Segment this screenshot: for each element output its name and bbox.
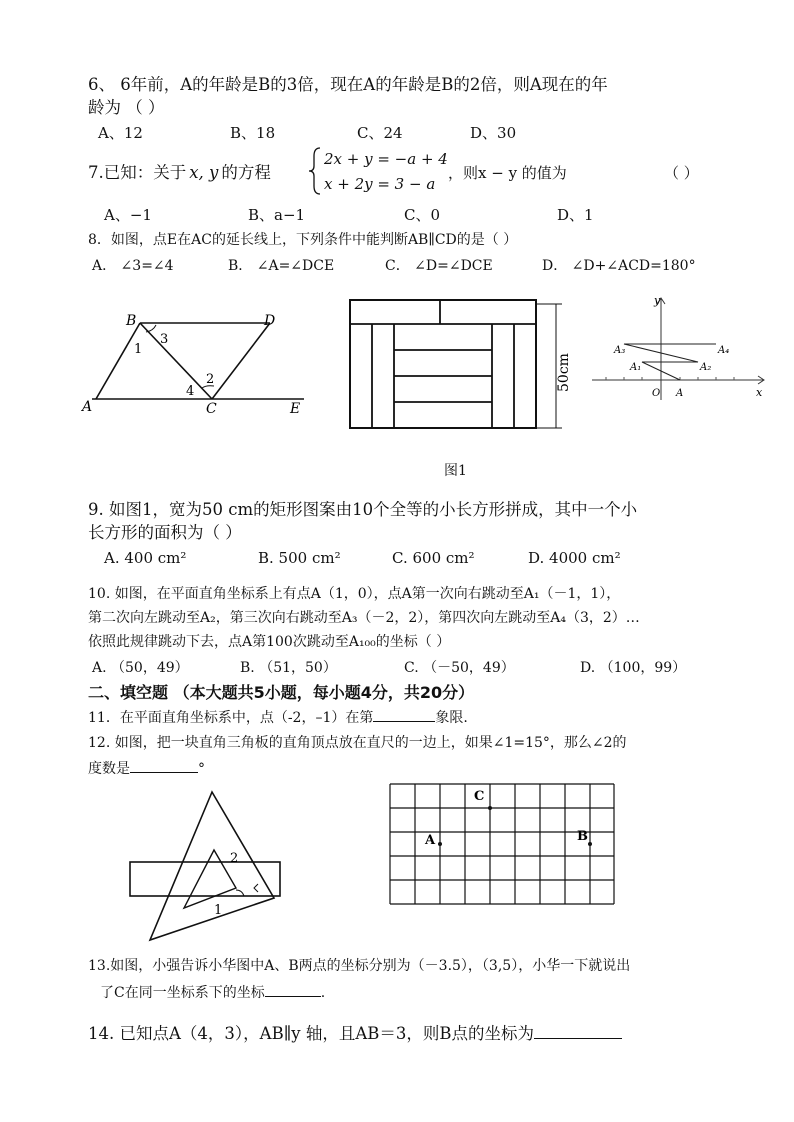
q7-option-b: B、a−1 [248, 206, 306, 224]
q9-option-c: C. 600 cm² [392, 549, 475, 567]
q10-option-c: C. （－50，49） [404, 660, 515, 676]
section-2-heading: 二、填空题 （本大题共5小题，每小题4分，共20分） [88, 683, 475, 702]
q9-line1: 9. 如图1，宽为50 cm的矩形图案由10个全等的小长方形拼成，其中一个小 [88, 500, 638, 519]
q6-line2: 龄为 （ ） [88, 98, 165, 117]
point-a2: A₂ [700, 362, 712, 373]
coordinate-figure [586, 290, 776, 410]
y-axis-label: y [654, 294, 661, 307]
label-e: E [290, 401, 301, 417]
angle-3: 3 [160, 332, 169, 347]
q10-option-d: D. （100，99） [580, 660, 687, 676]
grid-figure [384, 780, 624, 912]
grid-point-c: C [474, 789, 485, 804]
label-c: C [206, 401, 217, 417]
q9-option-d: D. 4000 cm² [528, 549, 621, 567]
q7-suffix: ，则x − y 的值为 [448, 164, 567, 182]
width-label: 50cm [556, 353, 572, 392]
q7-equation-1: 2x + y = −a + 4 [324, 150, 448, 168]
q13-line2: 了C在同一坐标系下的坐标 . [100, 982, 325, 1003]
q6-option-d: D、30 [470, 124, 517, 142]
figure-1-caption: 图1 [444, 463, 467, 479]
q6-option-b: B、18 [230, 124, 276, 142]
triangle-ruler-figure [126, 786, 286, 946]
q6-option-c: C、24 [357, 124, 403, 142]
parallelogram-figure [78, 305, 318, 425]
q14-answer-blank[interactable] [534, 1024, 622, 1039]
q7-brace [308, 146, 322, 196]
q11-answer-blank[interactable] [373, 707, 435, 722]
q10-option-b: B. （51，50） [240, 660, 337, 676]
q10-option-a: A. （50，49） [92, 660, 189, 676]
q8-option-a: A． ∠3=∠4 [92, 258, 174, 274]
point-a3: A₃ [614, 345, 626, 356]
q7-paren: （ ） [664, 164, 699, 182]
angle-2: 2 [206, 372, 215, 387]
q9-option-b: B. 500 cm² [258, 549, 341, 567]
point-a1: A₁ [630, 362, 642, 373]
q12-line1: 12. 如图，把一块直角三角板的直角顶点放在直尺的一边上，如果∠1=15°，那么∠2的 [88, 735, 627, 751]
q7-equation-2: x + 2y = 3 − a [324, 175, 436, 193]
q7-option-c: C、0 [404, 206, 441, 224]
q8-option-c: C． ∠D=∠DCE [385, 258, 493, 274]
q8-text: 8．如图，点E在AC的延长线上，下列条件中能判断AB∥CD的是（ ） [88, 232, 518, 248]
q12-line2: 度数是 ° [88, 758, 205, 779]
grid-point-b: B [577, 829, 588, 844]
origin-label: O [652, 388, 661, 399]
angle-2-label: 2 [230, 851, 239, 866]
label-a: A [82, 399, 93, 415]
point-a4: A₄ [718, 345, 730, 356]
grid-point-a: A [425, 833, 436, 848]
angle-1-label: 1 [214, 903, 223, 918]
q14-text: 14. 已知点A（4，3），AB∥y 轴，且AB＝3，则B点的坐标为 [88, 1024, 622, 1044]
label-b: B [126, 313, 137, 329]
q11-text: 11．在平面直角坐标系中，点（-2，–1）在第 象限. [88, 707, 468, 728]
angle-4: 4 [186, 384, 195, 399]
q7-option-d: D、1 [557, 206, 594, 224]
q7-prefix: 7.已知：关于 x, y 的方程 [88, 163, 271, 182]
point-a: A [676, 388, 684, 399]
q8-option-d: D． ∠D+∠ACD=180° [542, 258, 696, 274]
angle-1: 1 [134, 342, 143, 357]
q9-option-a: A. 400 cm² [104, 549, 187, 567]
q9-line2: 长方形的面积为（ ） [88, 523, 242, 542]
rectangle-figure [340, 296, 580, 436]
x-axis-label: x [756, 386, 763, 399]
q7-option-a: A、−1 [104, 206, 152, 224]
q10-line2: 第二次向左跳动至A₂，第三次向右跳动至A₃（－2，2），第四次向左跳动至A₄（3，2）… [88, 610, 640, 626]
q13-line1: 13.如图，小强告诉小华图中A、B两点的坐标分别为（－3.5），（3,5），小华一下就说出 [88, 958, 631, 974]
q10-line3: 依照此规律跳动下去，点A第100次跳动至A₁₀₀的坐标（ ） [88, 634, 451, 650]
q13-answer-blank[interactable] [265, 982, 321, 997]
q8-option-b: B． ∠A=∠DCE [228, 258, 335, 274]
q6-line1: 6、 6年前，A的年龄是B的3倍，现在A的年龄是B的2倍，则A现在的年 [88, 75, 608, 94]
label-d: D [264, 313, 276, 329]
q10-line1: 10. 如图，在平面直角坐标系上有点A（1，0），点A第一次向右跳动至A₁（－1，1）， [88, 586, 621, 602]
q6-option-a: A、12 [98, 124, 143, 142]
q12-answer-blank[interactable] [130, 758, 198, 773]
